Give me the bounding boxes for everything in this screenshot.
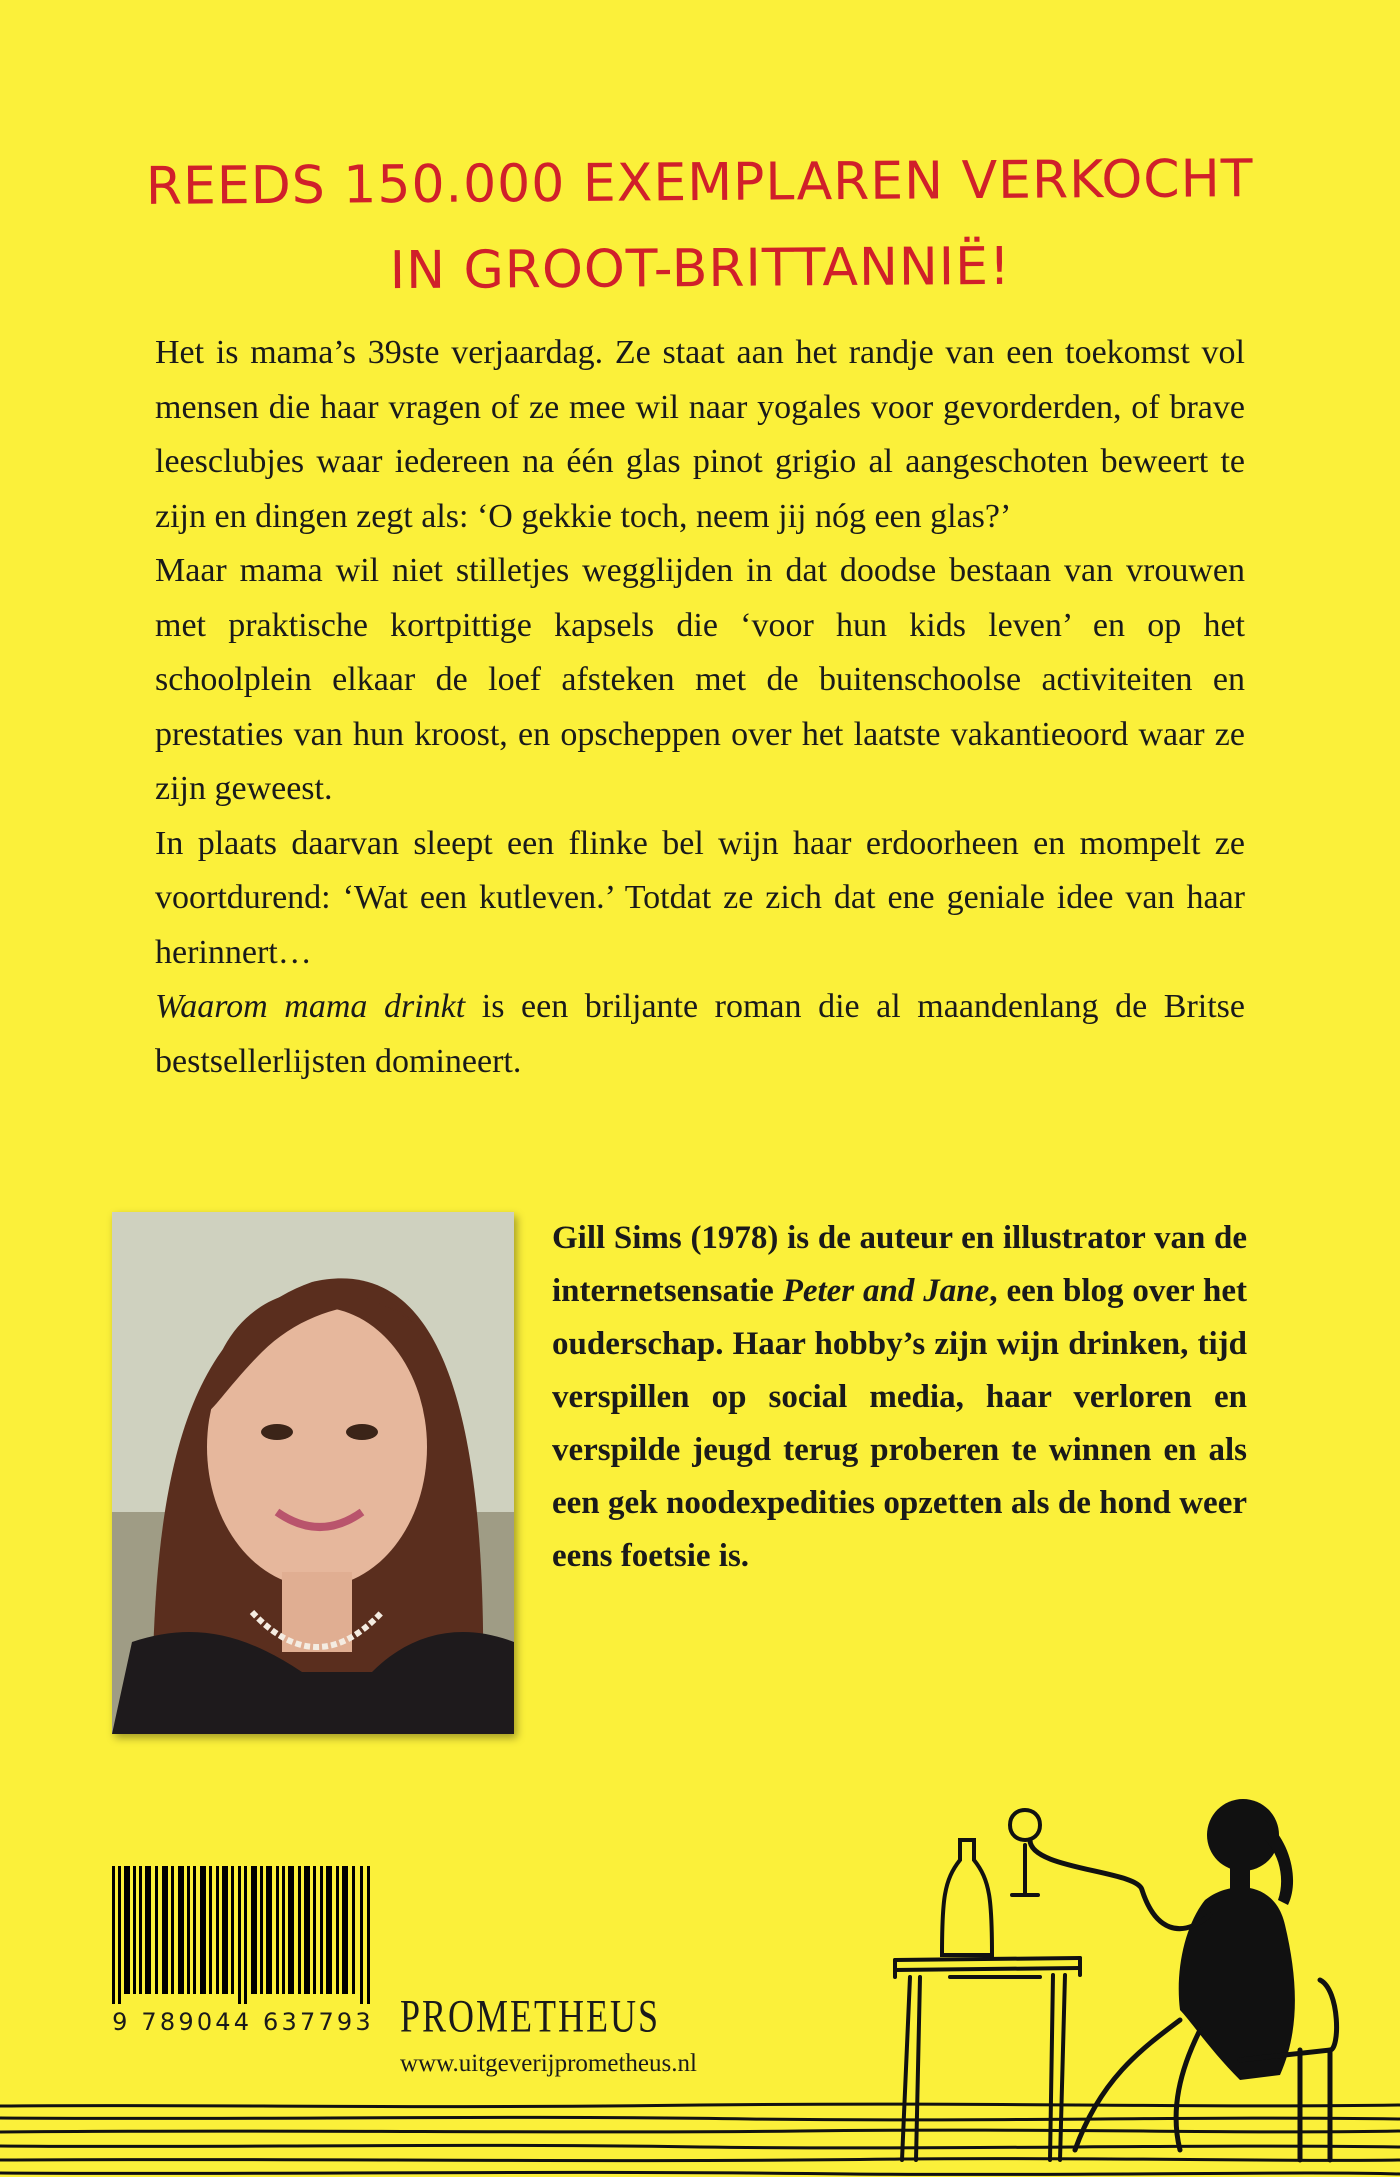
bio-text-1: Gill Sims (1978) is de auteur en illustrator van de internetsensatie [552,1220,1247,1309]
publisher-url: www.uitgeverijprometheus.nl [400,2050,697,2077]
blurb-paragraph-2: Maar mama wil niet stilletjes wegglijden in dat doodse bestaan van vrouwen met praktische kortpittige kapsels die ‘voor hun kids leven’ en op het schoolplein elkaar de loef afsteken met de buitenschoolse activiteiten en prestaties van hun kroost, en opscheppen over het laatste vakantieoord waar ze zijn geweest. [155,552,1245,807]
blurb-paragraph-1: Het is mama’s 39ste verjaardag. Ze staat aan het randje van een toekomst vol mensen die haar vragen of ze mee wil naar yogales voor gevorderden, of brave leesclubjes waar iedereen na één glas pinot grigio al aangeschoten beweert te zijn en dingen zegt als: ‘O gekkie toch, neem jij nóg een glas?’ [155,334,1245,535]
tagline [0,135,1400,317]
tagline-line-1: REEDS 150.000 EXEMPLAREN VERKOCHT [145,149,1254,217]
tagline-line-2: IN GROOT-BRITTANNIË! [389,236,1012,302]
blog-title: Peter and Jane [782,1273,990,1309]
publisher-logo: PROMETHEUS [400,1990,661,2042]
blurb [155,326,1245,1089]
bio-text-2: , een blog over het ouderschap. Haar hobby’s zijn wijn drinken, tijd verspillen op social media, haar verloren en verspilde jeugd terug proberen te winnen en als een gek noodexpedities opzetten als de hond weer eens foetsie is. [552,1273,1247,1574]
ground-lines [0,2098,1400,2177]
author-photo [112,1212,514,1734]
barcode [112,1866,374,2004]
barcode-digits: 9 789044 637793 [112,2008,374,2036]
blurb-paragraph-3: In plaats daarvan sleept een flinke bel wijn haar erdoorheen en mompelt ze voortdurend: ‘Wat een kutleven.’ Totdat ze zich dat ene geniale idee van haar herinnert… [155,824,1245,971]
blurb-paragraph-4-text: is een briljante roman die al maandenlang de Britse bestsellerlijsten domineert. [155,988,1245,1080]
author-bio [552,1212,1247,1583]
blurb-paragraph-4 [155,980,1245,1089]
book-title: Waarom mama drinkt [155,988,466,1025]
